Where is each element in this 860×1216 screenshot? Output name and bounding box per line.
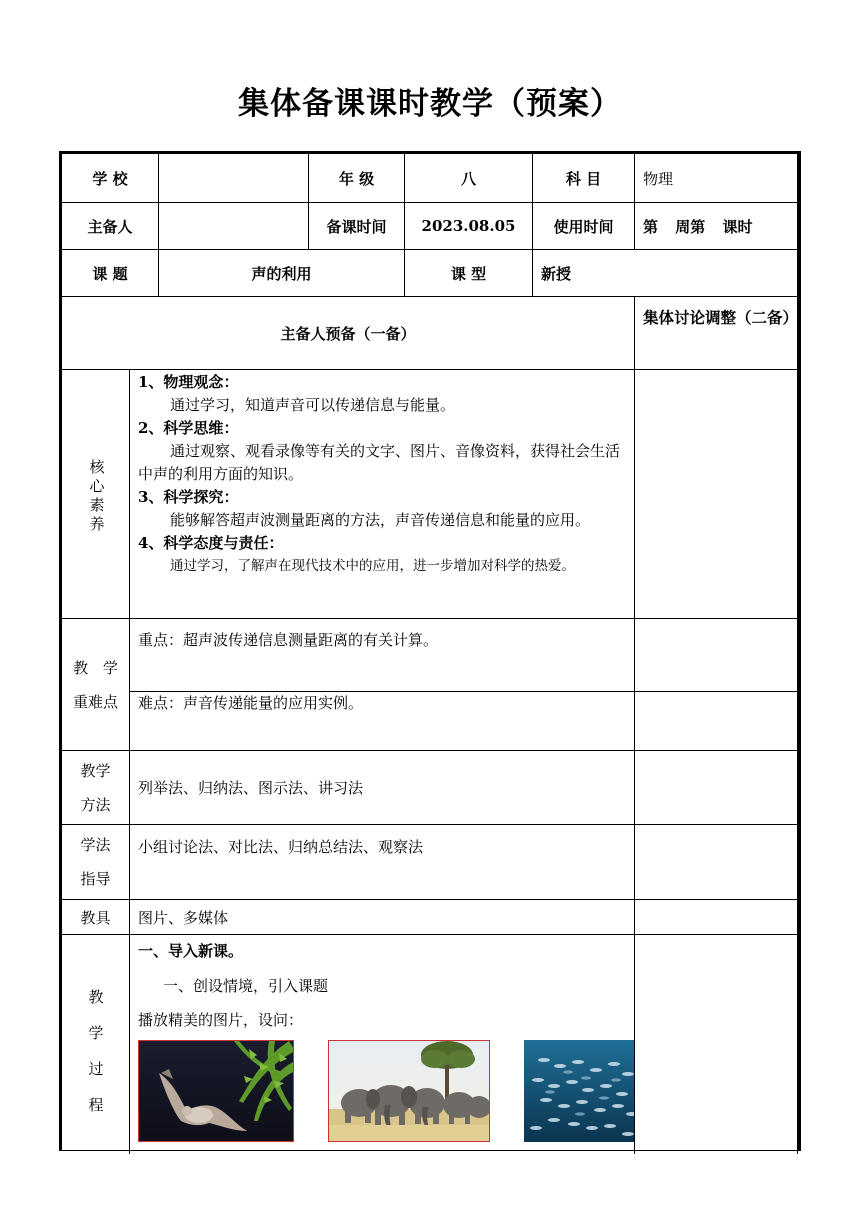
tools-label: 教具 [62,900,130,935]
process-content [130,935,635,1154]
discussion-header: 集体讨论调整（二备） [635,297,798,370]
school-value [159,154,309,203]
page-title: 集体备课课时教学（预案） [238,86,622,122]
preparer-label: 主备人 [62,203,159,250]
process-label [62,979,130,1123]
type-label: 课 型 [405,250,533,297]
prep-time-label: 备课时间 [309,203,405,250]
core-item-body: 通过观察、观看录像等有关的文字、图片、音像资料，获得社会生活中声的利用方面的知识。 [138,442,621,483]
process-label-char: 程 [88,1096,104,1114]
bat-image [138,1040,294,1142]
tools-discussion-cell [635,900,798,935]
subject-label: 科 目 [533,154,635,203]
guide-label-line1: 学法 [80,836,111,854]
grade-label: 年 级 [309,154,405,203]
guide-label-cell [62,825,130,900]
method-value: 列举法、归纳法、图示法、讲习法 [130,751,635,825]
core-discussion-cell [635,370,798,619]
process-subheading: 一、创设情境，引入课题 [163,977,329,995]
method-label-line1: 教学 [80,761,111,780]
difficulty-label-line1: 教 学 [73,658,118,677]
core-content [130,370,635,619]
process-heading: 一、导入新课。 [138,942,244,960]
hard-point: 难点：声音传递能量的应用实例。 [130,692,635,751]
core-item-body: 通过学习，了解声在现代技术中的应用，进一步增加对科学的热爱。 [170,558,575,574]
core-label: 核心素养 [89,458,105,533]
lesson-plan-table [59,151,801,1151]
method-discussion-cell [635,751,798,825]
school-label: 学 校 [62,154,159,203]
guide-discussion-cell [635,825,798,900]
fish-school-image [524,1040,635,1142]
use-time-value: 第 周第 课时 [635,203,798,250]
difficulty-label-line2: 重难点 [72,692,118,711]
prep-time-value: 2023.08.05 [405,203,533,250]
use-time-label: 使用时间 [533,203,635,250]
core-item-heading: 1、物理观念： [138,373,239,391]
difficulty-label-cell [62,619,130,751]
process-label-cell [62,935,130,1154]
process-label-char: 过 [88,1060,104,1078]
tools-value: 图片、多媒体 [130,900,635,935]
guide-label-line2: 指导 [80,870,111,888]
core-item-heading: 2、科学思维： [138,419,239,437]
process-discussion-cell [635,935,798,1154]
hard-point-discussion-cell [635,692,798,751]
process-line: 播放精美的图片，设问： [138,1011,304,1029]
core-item-heading: 3、科学探究： [138,488,239,506]
core-item-heading: 4、科学态度与责任： [138,534,284,552]
subject-value: 物理 [635,154,798,203]
method-label-line2: 方法 [80,795,111,814]
process-label-char: 教 [88,988,104,1006]
core-item-body: 通过学习，知道声音可以传递信息与能量。 [170,396,456,414]
main-prep-header: 主备人预备（一备） [62,297,635,370]
key-point-discussion-cell [635,619,798,692]
core-item-body: 能够解答超声波测量距离的方法，声音传递信息和能量的应用。 [170,511,591,529]
topic-label: 课 题 [62,250,159,297]
key-point: 重点：超声波传递信息测量距离的有关计算。 [130,619,635,692]
topic-value: 声的利用 [159,250,405,297]
process-label-char: 学 [88,1024,104,1042]
table-bottom-rule [59,1150,801,1151]
guide-value: 小组讨论法、对比法、归纳总结法、观察法 [130,825,635,900]
elephants-image [328,1040,490,1142]
type-value: 新授 [533,250,798,297]
grade-value: 八 [405,154,533,203]
preparer-value [159,203,309,250]
core-label-cell [62,370,130,619]
method-label-cell [62,751,130,825]
